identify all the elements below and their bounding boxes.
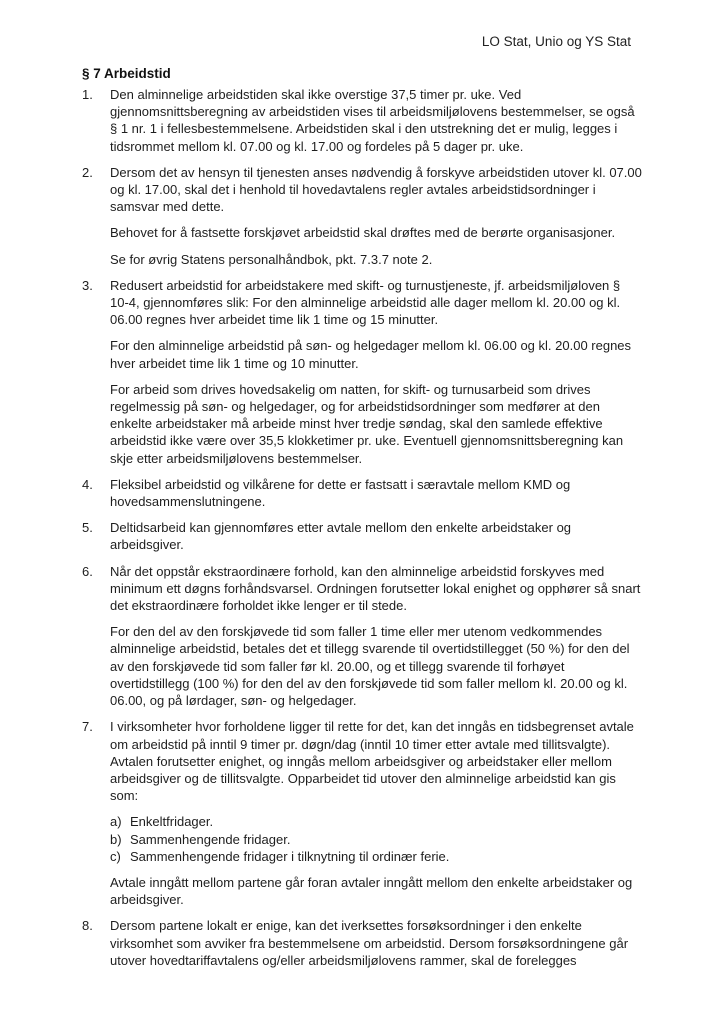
section-title: § 7 Arbeidstid	[82, 66, 171, 81]
sub-item-label: a)	[110, 814, 122, 830]
item-number: 1.	[82, 87, 93, 102]
item-number: 5.	[82, 520, 93, 536]
item-paragraph: I virksomheter hvor forholdene ligger til rette for det, kan det inngås en tidsbegrenset avtale om arbeidstid på inntil 9 timer pr. døgn/dag (inntil 10 timer etter avtale med tillitsvalgte). Avtalen forutsetter enighet, og inngås mellom arbeidsgiver og arbeidstaker eller mellom arbeidsgiver og de tillitsvalgte. Opparbeidet tid utover den alminnelige arbeidstid kan gis som:	[110, 719, 634, 804]
list-item-8	[82, 917, 642, 969]
sub-item-text: Sammenhengende fridager.	[130, 831, 291, 847]
list-item-7	[82, 718, 642, 908]
item-paragraph: Dersom det av hensyn til tjenesten anses nødvendig å forskyve arbeidstiden utover kl. 07.00 og kl. 17.00, skal det i henhold til hovedavtalens regler avtales arbeidstidsordninger i samsvar med dette.	[110, 164, 642, 215]
item-number: 2.	[82, 164, 93, 180]
page-header: LO Stat, Unio og YS Stat	[481, 34, 631, 49]
item-paragraph: Dersom partene lokalt er enige, kan det iverksettes forsøksordninger i den enkelte virksomhet som avviker fra bestemmelsene om arbeidstid. Dersom forsøksordningene går utover hovedtariffavtalens og/eller arbeidsmiljølovens rammer, skal de forelegges	[110, 918, 629, 968]
list-item-3	[82, 277, 642, 467]
item-paragraph: Når det oppstår ekstraordinære forhold, kan den alminnelige arbeidstid forskyves med minimum ett døgns forhåndsvarsel. Ordningen forutsetter lokal enighet og opphører så snart det ekstraordinære forholdet ikke lenger er til stede.	[110, 563, 641, 614]
item-paragraph: For arbeid som drives hovedsakelig om natten, for skift- og turnusarbeid som drives regelmessig på søn- og helgedager, og for arbeidstidsordninger som medfører at den enkelte arbeidstaker må arbeide minst hver tredje søndag, skal den samlede effektive arbeidstid ikke være over 35,5 klokketimer pr. uke. Eventuell gjennomsnittsberegning kan skje etter arbeidsmiljølovens bestemmelser.	[110, 381, 624, 466]
item-paragraph: Den alminnelige arbeidstiden skal ikke overstige 37,5 timer pr. uke. Ved gjennomsnittsberegning av arbeidstiden vises til arbeidsmiljølovens bestemmelser, se også § 1 nr. 1 i fellesbestemmelsene. Arbeidstiden skal i den utstrekning det er mulig, legges i tidsrommet mellom kl. 07.00 og kl. 17.00 og fordeles på 5 dager pr. uke.	[110, 87, 635, 154]
sub-list	[110, 813, 642, 865]
item-paragraph: For den alminnelige arbeidstid på søn- og helgedager mellom kl. 06.00 og kl. 20.00 regnes hver arbeidet time lik 1 time og 10 minutter.	[110, 338, 632, 371]
item-paragraph: Behovet for å fastsette forskjøvet arbeidstid skal drøftes med de berørte organisasjoner.	[110, 225, 616, 241]
item-paragraph: Redusert arbeidstid for arbeidstakere med skift- og turnustjeneste, jf. arbeidsmiljøloven § 10-4, gjennomføres slik: For den alminnelige arbeidstid alle dager mellom kl. 20.00 og kl. 06.00 regnes hver arbeidet time lik 1 time og 15 minutter.	[110, 277, 621, 328]
sub-item-label: c)	[110, 848, 121, 864]
list-item-6	[82, 563, 642, 710]
list-item-1	[82, 86, 642, 155]
sub-item-text: Sammenhengende fridager i tilknytning til ordinær ferie.	[130, 848, 450, 864]
sub-item-label: b)	[110, 831, 122, 847]
item-paragraph: For den del av den forskjøvede tid som faller 1 time eller mer utenom vedkommendes alminnelige arbeidstid, betales det et tillegg svarende til overtidstillegget (50 %) for den del av den forskjøvede tid som faller før kl. 20.00, og et tillegg svarende til forhøyet overtidstillegg (100 %) for den del av den forskjøvede tid som faller mellom kl. 20.00 og kl. 06.00, og på lørdager, søn- og helgedager.	[110, 624, 630, 709]
item-number: 8.	[82, 918, 93, 934]
item-paragraph: Se for øvrig Statens personalhåndbok, pkt. 7.3.7 note 2.	[110, 251, 433, 267]
sub-list-item	[110, 848, 642, 865]
list-item-4	[82, 476, 642, 510]
list-item-2	[82, 164, 642, 268]
item-paragraph: Deltidsarbeid kan gjennomføres etter avtale mellom den enkelte arbeidstaker og arbeidsgiver.	[110, 520, 572, 553]
item-number: 3.	[82, 277, 93, 293]
sub-item-text: Enkeltfridager.	[130, 814, 214, 830]
item-number: 4.	[82, 476, 93, 492]
item-number: 6.	[82, 563, 93, 579]
sub-list-item	[110, 831, 642, 848]
item-paragraph: Avtale inngått mellom partene går foran avtaler inngått mellom den enkelte arbeidstaker og arbeidsgiver.	[110, 874, 633, 908]
item-paragraph: Fleksibel arbeidstid og vilkårene for dette er fastsatt i særavtale mellom KMD og hovedsammenslutningene.	[110, 476, 571, 510]
item-number: 7.	[82, 719, 93, 735]
list-item-5	[82, 519, 642, 553]
section-content	[82, 86, 642, 978]
sub-list-item	[110, 813, 642, 830]
